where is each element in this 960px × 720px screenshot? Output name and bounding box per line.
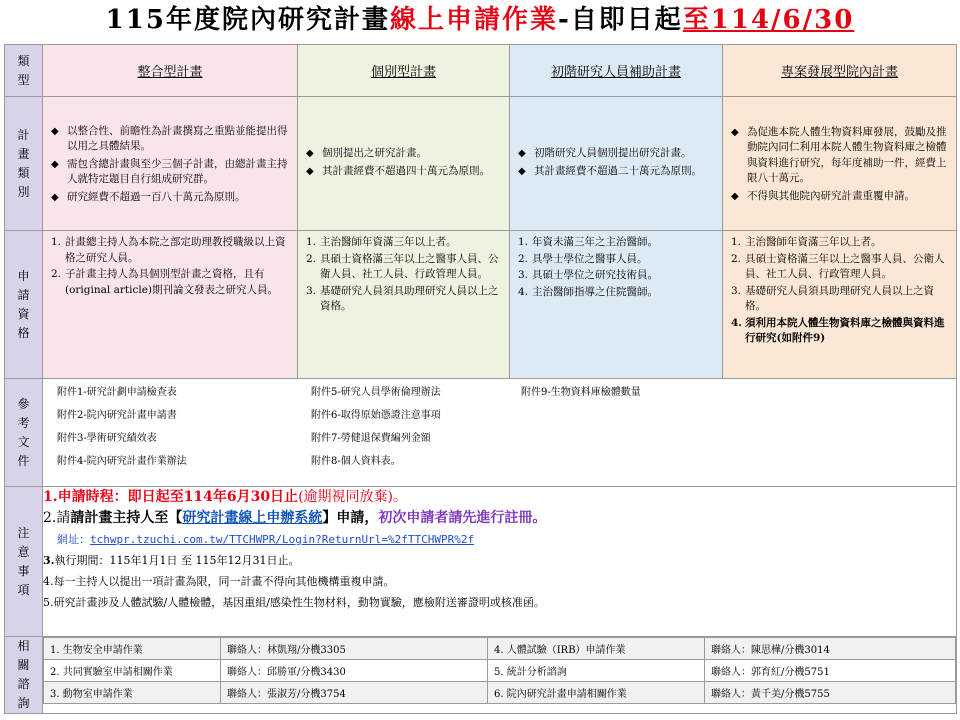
note-deadline: 1.申請時程：即日起至114年6月30日止(逾期視同放棄)。 <box>43 489 407 505</box>
info-table <box>4 44 957 714</box>
qual-integrated: 1. 計畫總主持人為本院之部定助理教授職級以上資格之研究人員。 2. 子計畫主持人為具個別型計畫之資格，且有(original article)期刊論文發表之研究人員。 <box>43 231 298 379</box>
row-label-qualification: 申請資格 <box>5 231 43 379</box>
desc-junior: ◆ 初階研究人員個別提出研究計畫。 ◆ 其計畫經費不超過二十萬元為原則。 <box>510 97 723 231</box>
title-part1: 115年度院內研究計畫 <box>105 5 390 35</box>
row-label-reference: 參考文件 <box>5 379 43 487</box>
attachment-link-8[interactable]: 附件8-個人資料表。 <box>311 456 401 467</box>
row-label-contacts: 相關諮詢 <box>5 637 43 714</box>
desc-individual: ◆ 個別提出之研究計畫。 ◆ 其計畫經費不超過四十萬元為原則。 <box>298 97 510 231</box>
plan-header-junior: 初階研究人員補助計畫 <box>510 45 723 97</box>
attachment-link-3[interactable]: 附件3-學術研究績效表 <box>57 433 157 444</box>
qual-individual: 1. 主治醫師年資滿三年以上者。 2. 具碩士資格滿三年以上之醫事人員、公衛人員、社工人員、行政管理人員。 3. 基礎研究人員須具助理研究人員以上之資格。 <box>298 231 510 379</box>
row-label-notes: 注意事項 <box>5 487 43 637</box>
contact-row: 3. 動物室申請作業 聯絡人：張淑芳/分機3754 6. 院內研究計畫申請相關作業 聯絡人：黃千美/分機5755 <box>44 682 956 704</box>
attachments-panel <box>43 379 957 487</box>
desc-project: ◆ 為促進本院人體生物資料庫發展，鼓勵及推動院內同仁利用本院人體生物資料庫之檢體與資料進行研究，每年度補助一件，經費上限八十萬元。 ◆ 不得與其他院內研究計畫重覆申請。 <box>723 97 957 231</box>
note-limit: 4.每一主持人以提出一項計畫為限，同一計畫不得向其他機構重複申請。 <box>43 575 395 588</box>
title-part3: -自即日起 <box>557 5 683 35</box>
note-period: 3.執行期間：115年1月1日 至 115年12月31日止。 <box>43 554 300 567</box>
attachment-link-4[interactable]: 附件4-院內研究計畫作業辦法 <box>57 456 187 467</box>
row-label-type: 類型 <box>5 45 43 97</box>
system-link[interactable]: 研究計畫線上申辦系統 <box>182 510 323 526</box>
attachment-link-9[interactable]: 附件9-生物資料庫檢體數量 <box>521 387 641 398</box>
page-title <box>0 0 960 40</box>
qual-junior: 1. 年資未滿三年之主治醫師。 2. 具學士學位之醫事人員。 3. 具碩士學位之研究技術員。 4. 主治醫師指導之住院醫師。 <box>510 231 723 379</box>
contact-row: 1. 生物安全申請作業 聯絡人：林凱翔/分機3305 4. 人體試驗（IRB）申請作業 聯絡人：陳思樺/分機3014 <box>44 638 956 660</box>
attachment-link-1[interactable]: 附件1-研究計劃申請檢查表 <box>57 387 177 398</box>
title-part2: 線上申請作業 <box>389 5 558 35</box>
qual-project: 1. 主治醫師年資滿三年以上者。 2. 具碩士資格滿三年以上之醫事人員、公衛人員、社工人員、行政管理人員。 3. 基礎研究人員須具助理研究人員以上之資格。 4. 須利用本院人體生物資料庫之檢體與資料進行研究(如附件9) <box>723 231 957 379</box>
title-part4: 至114/6/30 <box>682 5 855 35</box>
system-url-link[interactable]: tchwpr.tzuchi.com.tw/TTCHWPR/Login?ReturnUrl=%2fTTCHWPR%2f <box>90 533 475 546</box>
plan-header-individual: 個別型計畫 <box>298 45 510 97</box>
desc-integrated: ◆ 以整合性、前瞻性為計畫撰寫之重點並能提出得以用之具體結果。 ◆ 需包含總計畫與至少三個子計畫，由總計畫主持人就特定題目自行組成研究群。 ◆ 研究經費不超過一百八十萬元為原則。 <box>43 97 298 231</box>
notes-panel <box>43 487 957 637</box>
note-apply-system: 2.請請計畫主持人至【研究計畫線上申辦系統】申請，初次申請者請先進行註冊。 <box>43 510 547 526</box>
contacts-panel <box>43 637 957 714</box>
plan-header-integrated: 整合型計畫 <box>43 45 298 97</box>
attachment-link-6[interactable]: 附件6-取得原始憑證注意事項 <box>311 410 441 421</box>
row-label-category: 計畫類別 <box>5 97 43 231</box>
note-url: 網址：tchwpr.tzuchi.com.tw/TTCHWPR/Login?ReturnUrl=%2fTTCHWPR%2f <box>57 533 475 546</box>
attachment-link-7[interactable]: 附件7-勞健退保費編列金額 <box>311 433 431 444</box>
contact-row: 2. 共同實驗室申請相關作業 聯絡人：邱勝軍/分機3430 5. 統計分析諮詢 聯絡人：郭育紅/分機5751 <box>44 660 956 682</box>
plan-header-project: 專案發展型院內計畫 <box>723 45 957 97</box>
attachment-link-2[interactable]: 附件2-院內研究計畫申請書 <box>57 410 177 421</box>
note-ethics: 5.研究計畫涉及人體試驗/人體檢體，基因重組/感染性生物材料，動物實驗，應檢附送審證明或核准函。 <box>43 596 545 609</box>
attachment-link-5[interactable]: 附件5-研究人員學術倫理辦法 <box>311 387 441 398</box>
